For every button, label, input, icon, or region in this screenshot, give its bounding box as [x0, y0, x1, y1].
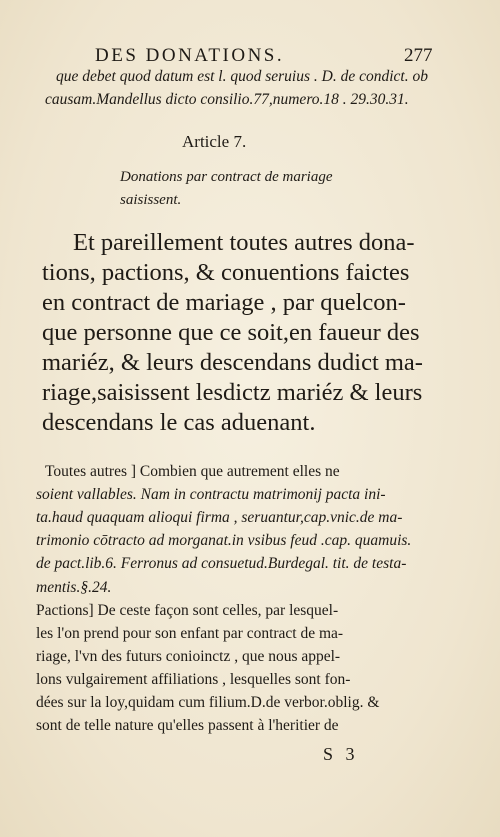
commentary-line-5: de pact.lib.6. Ferronus ad consuetud.Burdegal. tit. de testa-	[36, 555, 407, 572]
commentary-line-10: lons vulgairement affiliations , lesquelles sont fon-	[36, 671, 351, 688]
running-head: DES DONATIONS.	[95, 45, 285, 66]
article-body-line-2: tions, pactions, & conuentions faictes	[42, 259, 410, 286]
article-body-line-4: que personne que ce soit,en faueur des	[42, 319, 420, 346]
article-subheading-line-2: saisissent.	[120, 192, 182, 208]
article-body-line-6: riage,saisissent lesdictz mariéz & leurs	[42, 379, 423, 406]
commentary-line-6: mentis.§.24.	[36, 579, 112, 596]
commentary-line-8: les l'on prend pour son enfant par contract de ma-	[36, 625, 344, 642]
reference-line-2: causam.Mandellus dicto consilio.77,numero.18 . 29.30.31.	[45, 91, 409, 108]
commentary-line-7: Pactions] De ceste façon sont celles, par lesquel-	[36, 602, 339, 619]
commentary-line-3: ta.haud quaquam alioqui firma , seruantur,cap.vnic.de ma-	[36, 509, 403, 526]
reference-line-1: que debet quod datum est l. quod seruius . D. de condict. ob	[56, 68, 428, 85]
signature-mark: S 3	[323, 744, 359, 764]
commentary-line-1: Toutes autres ] Combien que autrement elles ne	[45, 463, 340, 480]
article-body-line-5: mariéz, & leurs descendans dudict ma-	[42, 349, 423, 376]
commentary-line-2: soient vallables. Nam in contractu matrimonij pacta ini-	[36, 486, 386, 503]
commentary-line-4: trimonio cōtracto ad morganat.in vsibus feud .cap. quamuis.	[36, 532, 412, 549]
commentary-line-11: dées sur la loy,quidam cum filium.D.de verbor.oblig. &	[36, 694, 380, 711]
commentary-line-12: sont de telle nature qu'elles passent à l'heritier de	[36, 717, 339, 734]
article-heading: Article 7.	[182, 132, 247, 151]
article-body-line-7: descendans le cas aduenant.	[42, 409, 316, 436]
article-body-line-1: Et pareillement toutes autres dona-	[73, 229, 415, 256]
article-subheading-line-1: Donations par contract de mariage	[120, 169, 333, 185]
commentary-line-9: riage, l'vn des futurs conioinctz , que nous appel-	[36, 648, 341, 665]
page-number: 277	[404, 45, 433, 66]
article-body-line-3: en contract de mariage , par quelcon-	[42, 289, 406, 316]
